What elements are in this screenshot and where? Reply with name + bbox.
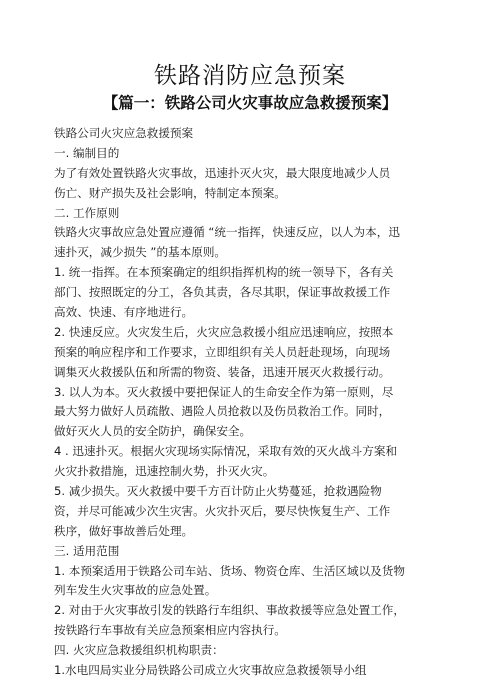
body-line: 三. 适用范围 (54, 543, 120, 558)
body-line: 1. 统一指挥。在本预案确定的组织指挥机构的统一领导下，各有关 (54, 265, 394, 280)
body-line: 一. 编制目的 (54, 145, 120, 160)
body-line: 伤亡、财产损失及社会影响，特制定本预案。 (54, 185, 286, 200)
body-line: 2. 对由于火灾事故引发的铁路行车组织、事故救援等应急处置工作， (54, 603, 405, 618)
body-line: 高效、快速、有序地进行。 (54, 305, 194, 320)
body-line: 秩序，做好事故善后处理。 (54, 523, 194, 538)
document-subtitle: 【篇一：铁路公司火灾事故应急救援预案】 (102, 94, 398, 112)
body-line: 为了有效处置铁路火灾事故，迅速扑灭火灾，最大限度地减少人员 (54, 165, 391, 180)
body-line: 铁路火灾事故应急处置应遵循 “统一指挥，快速反应，以人为本，迅 (54, 225, 400, 240)
body-line: 四. 火灾应急救援组织机构职责： (54, 643, 224, 658)
body-line: 列车发生火灾事故的应急处置。 (54, 583, 217, 598)
document-body (54, 124, 454, 681)
body-line: 5. 减少损失。灭火救援中要千方百计防止火势蔓延，抢救遇险物 (54, 484, 382, 499)
body-line: 3. 以人为本。灭火救援中要把保证人的生命安全作为第一原则，尽 (54, 384, 394, 399)
body-line: 2. 快速反应。火灾发生后，火灾应急救援小组应迅速响应，按照本 (54, 324, 394, 339)
body-line: 二. 工作原则 (54, 205, 120, 220)
body-line: 调集灭火救援队伍和所需的物资、装备，迅速开展灭火救援行动。 (54, 364, 391, 379)
body-line: 部门、按照既定的分工，各负其责，各尽其职，保证事故救援工作 (54, 285, 391, 300)
body-line: 1. 本预案适用于铁路公司车站、货场、物资仓库、生活区域以及货物 (54, 563, 405, 578)
body-line: 按铁路行车事故有关应急预案相应内容执行。 (54, 623, 286, 638)
body-line: 4 . 迅速扑灭。根据火灾现场实际情况，采取有效的灭火战斗方案和 (54, 444, 398, 459)
body-line: 预案的响应程序和工作要求，立即组织有关人员赶赴现场，向现场 (54, 344, 391, 359)
body-line: 最大努力做好人员疏散、遇险人员抢救以及伤员救治工作。同时， (54, 404, 391, 419)
body-line: 1.水电四局实业分局铁路公司成立火灾事故应急救援领导小组 (54, 663, 367, 678)
body-line: 速扑灭，减少损失 ”的基本原则。 (54, 245, 227, 260)
body-line: 火灾扑救措施，迅速控制火势，扑灭火灾。 (54, 464, 275, 479)
body-line: 铁路公司火灾应急救援预案 (54, 126, 194, 140)
body-line: 做好灭火人员的安全防护，确保安全。 (54, 424, 252, 439)
document-title: 铁路消防应急预案 (154, 63, 346, 89)
body-line: 资，并尽可能减少次生灾害。火灾扑灭后，要尽快恢复生产、工作 (54, 503, 391, 518)
